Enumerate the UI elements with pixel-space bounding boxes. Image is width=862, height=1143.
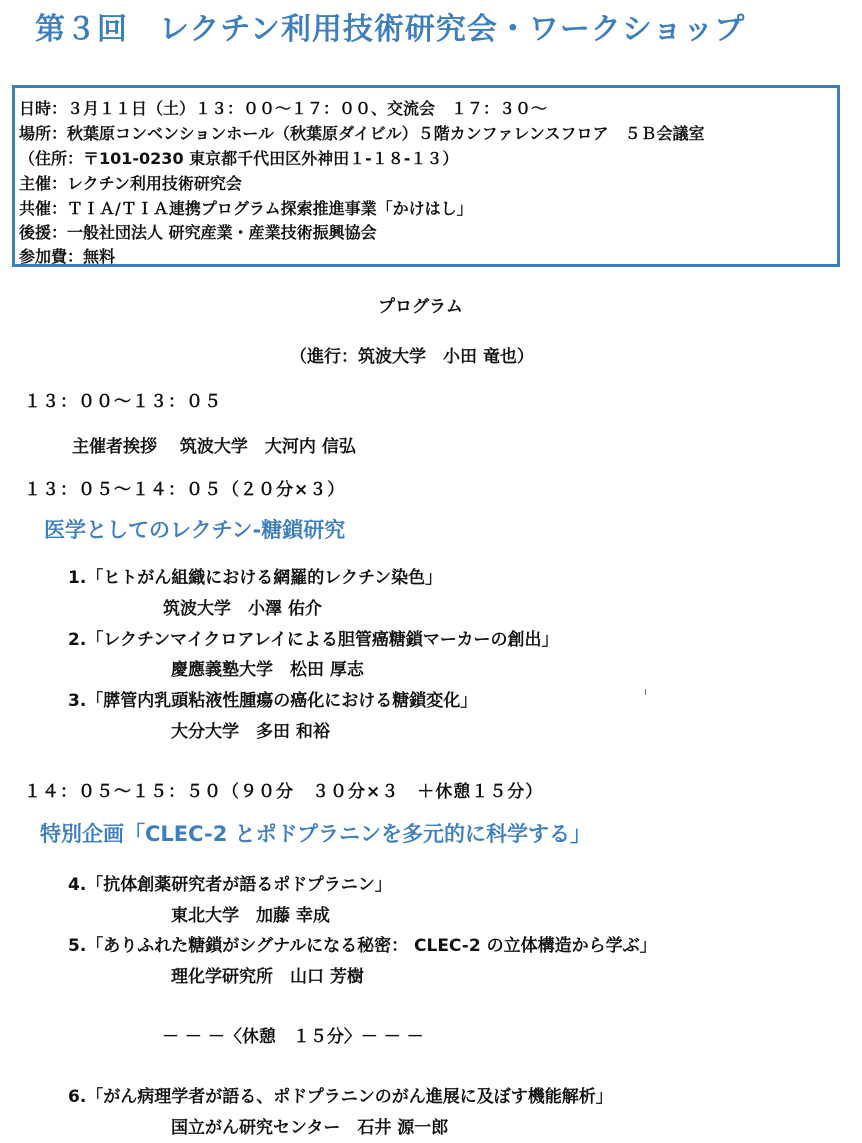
- talk-title-3: 3.「膵管内乳頭粘液性腫瘍の癌化における糖鎖変化」: [68, 691, 478, 711]
- talk-title-5: 5.「ありふれた糖鎖がシグナルになる秘密： CLEC-2 の立体構造から学ぶ」: [68, 936, 657, 956]
- talk-title-2: 2.「レクチンマイクロアレイによる胆管癌糖鎖マーカーの創出」: [68, 630, 559, 650]
- stray-mark: [645, 689, 646, 695]
- info-venue: 場所：秋葉原コンベンションホール（秋葉原ダイビル）５階カンファレンスフロア ５Ｂ会議室: [19, 124, 705, 143]
- talk-speaker-5: 理化学研究所 山口 芳樹: [171, 967, 364, 987]
- talk-title-4: 4.「抗体創薬研究者が語るポドプラニン」: [68, 875, 392, 895]
- info-organizer: 主催：レクチン利用技術研究会: [19, 174, 242, 193]
- info-datetime: 日時：３月１１日（土）１３：００〜１７：００、交流会 １７：３０〜: [19, 99, 548, 118]
- talk-title-6: 6.「がん病理学者が語る、ポドプラニンのがん進展に及ぼす機能解析」: [68, 1087, 613, 1107]
- talk-speaker-3: 大分大学 多田 和裕: [171, 722, 330, 742]
- time-slot-1: １３：００〜１３：０５: [24, 392, 222, 412]
- section-heading-1: 医学としてのレクチン-糖鎖研究: [44, 518, 346, 542]
- info-support: 後援：一般社団法人 研究産業・産業技術振興協会: [19, 223, 377, 242]
- moderator: （進行：筑波大学 小田 竜也）: [290, 347, 534, 367]
- talk-speaker-2: 慶應義塾大学 松田 厚志: [171, 660, 364, 680]
- talk-speaker-1: 筑波大学 小澤 佑介: [163, 599, 322, 619]
- info-cohost: 共催：ＴＩＡ/ＴＩＡ連携プログラム探索推進事業「かけはし」: [19, 199, 473, 218]
- page-title: 第３回 レクチン利用技術研究会・ワークショップ: [35, 12, 746, 47]
- break-notice: － － －〈休憩 １５分〉－ － －: [162, 1027, 424, 1047]
- section-heading-2: 特別企画「CLEC-2 とポドプラニンを多元的に科学する」: [40, 822, 592, 846]
- talk-speaker-4: 東北大学 加藤 幸成: [171, 906, 330, 926]
- program-heading: プログラム: [378, 297, 463, 317]
- talk-speaker-6: 国立がん研究センター 石井 源一郎: [171, 1118, 449, 1138]
- info-address: （住所：〒101-0230 東京都千代田区外神田１-１８-１３）: [19, 149, 459, 168]
- opening-remarks: 主催者挨拶 筑波大学 大河内 信弘: [72, 437, 356, 457]
- time-slot-3: １４：０５〜１５：５０（９０分 ３０分×３ ＋休憩１５分）: [24, 782, 544, 802]
- info-fee: 参加費：無料: [19, 247, 116, 266]
- time-slot-2: １３：０５〜１４：０５（２０分×３）: [24, 480, 346, 500]
- talk-title-1: 1.「ヒトがん組織における網羅的レクチン染色」: [68, 568, 443, 588]
